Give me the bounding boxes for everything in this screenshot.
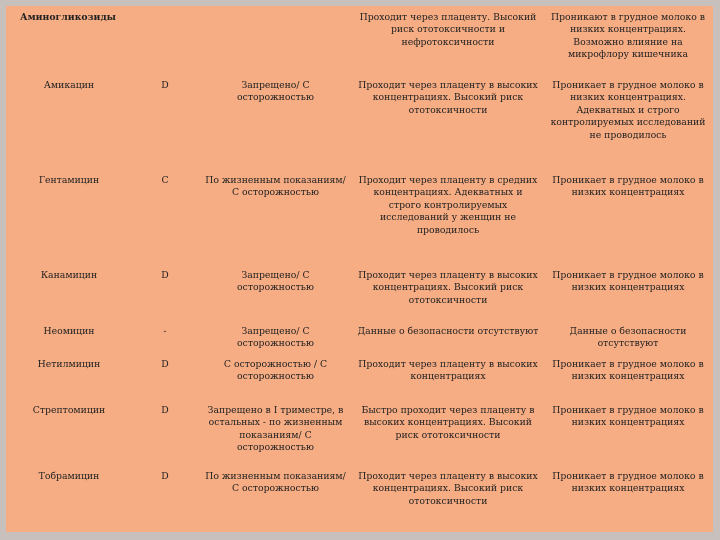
placenta-info: Быстро проходит через плаценту в высоких концентрациях. Высокий риск ототоксичности — [361, 404, 535, 441]
drug-name: Стрептомицин — [32, 404, 106, 416]
header-empty-category — [132, 6, 198, 66]
breast-milk-info: Проникает в грудное молоко в низких концентрациях — [552, 404, 704, 429]
table-row — [6, 351, 713, 397]
table-row — [6, 256, 713, 318]
risk-category: D — [161, 80, 169, 91]
breast-milk-info: Проникает в грудное молоко в низких концентрациях — [552, 470, 704, 495]
breast-milk-info: Проникает в грудное молоко в низких концентрациях — [552, 175, 704, 199]
breast-milk-info: Проникает в грудное молоко в низких концентрациях — [552, 358, 704, 383]
placenta-info: Проходит через плаценту в средних концентрациях. Адекватных и строго контролируемых исследований у женщин не проводилось — [358, 175, 538, 236]
aminoglycosides-table — [6, 6, 713, 533]
usage-recommendation: Запрещено/ С осторожностью — [237, 80, 314, 104]
table-row — [6, 397, 713, 463]
group-title: Аминогликозиды — [20, 12, 116, 23]
risk-category: D — [161, 358, 169, 370]
usage-recommendation: Запрещено/ С осторожностью — [237, 270, 314, 294]
breast-milk-info: Данные о безопасности отсутствуют — [569, 326, 687, 350]
placenta-info: Проходит через плаценту в высоких концентрациях. Высокий риск ототоксичности — [358, 470, 538, 507]
drug-name: Канамицин — [40, 270, 98, 281]
header-milk: Проникают в грудное молоко в низких концентрациях. Возможно влияние на микрофлору кишечника — [551, 12, 705, 61]
breast-milk-info: Проникает в грудное молоко в низких концентрациях — [552, 270, 704, 294]
header-placenta: Проходит через плаценту. Высокий риск ототоксичности и нефротоксичности — [359, 12, 537, 48]
table-row — [6, 318, 713, 351]
usage-recommendation: Запрещено в I триместре, в остальных - по жизненным показаниям/ С осторожностью — [207, 404, 344, 454]
placenta-info: Проходит через плаценту в высоких концентрациях. Высокий риск ототоксичности — [358, 270, 538, 306]
placenta-info: Данные о безопасности отсутствуют — [357, 326, 539, 337]
usage-recommendation: По жизненным показаниям/ С осторожностью — [205, 175, 346, 199]
drug-name: Гентамицин — [38, 175, 100, 186]
risk-category: D — [161, 470, 169, 482]
breast-milk-info: Проникает в грудное молоко в низких концентрациях. Адекватных и строго контролируемых исследований не проводилось — [550, 80, 706, 141]
drug-name: Тобрамицин — [38, 470, 100, 482]
header-empty-usage — [198, 6, 353, 66]
drug-name: Неомицин — [43, 326, 95, 337]
usage-recommendation: С осторожностью / С осторожностью — [223, 358, 328, 383]
risk-category: D — [161, 270, 169, 281]
drug-name: Нетилмицин — [37, 358, 101, 370]
placenta-info: Проходит через плаценту в высоких концентрациях — [358, 358, 538, 383]
table-sheet — [6, 6, 713, 532]
usage-recommendation: Запрещено/ С осторожностью — [237, 326, 314, 350]
placenta-info: Проходит через плаценту в высоких концентрациях. Высокий риск ототоксичности — [358, 80, 538, 116]
drug-name: Амикацин — [43, 80, 95, 91]
table-row — [6, 66, 713, 161]
header-row — [6, 6, 713, 66]
risk-category: C — [161, 175, 169, 186]
usage-recommendation: По жизненным показаниям/ С осторожностью — [205, 470, 346, 495]
table-row — [6, 463, 713, 533]
risk-category: D — [161, 404, 169, 416]
risk-category: - — [163, 326, 167, 337]
table-row — [6, 161, 713, 256]
